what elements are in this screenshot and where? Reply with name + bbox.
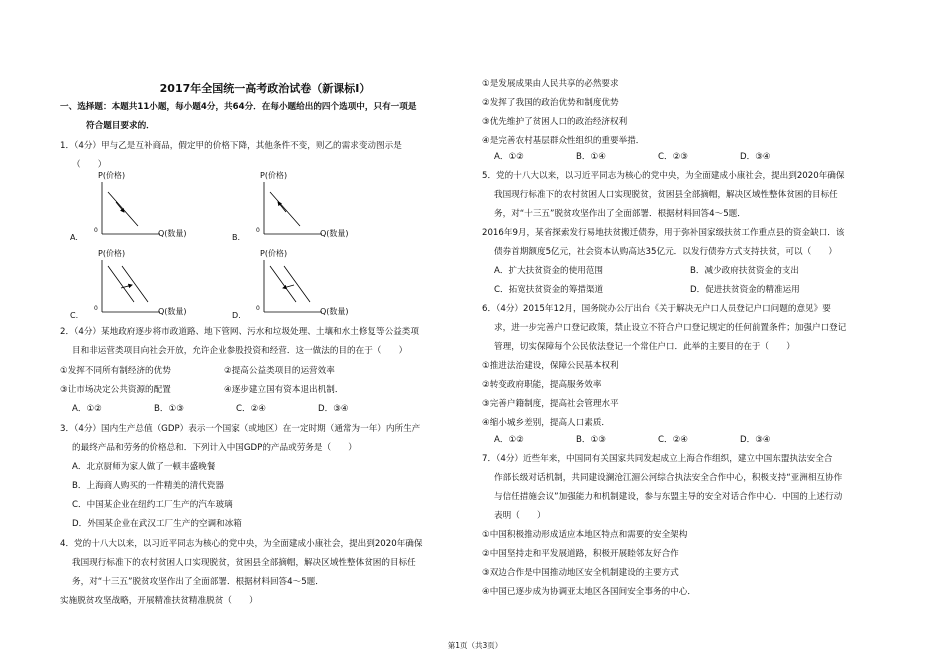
page-title: 2017年全国统一高考政治试卷（新课标Ⅰ）	[159, 82, 371, 95]
choice-c[interactable]: C．②④	[236, 404, 267, 414]
q2-option-2: ②提高公益类项目的运营效率	[224, 366, 335, 376]
q6-option-2: ②转变政府职能，提高服务效率	[482, 380, 602, 390]
graph-origin: 0	[94, 227, 98, 234]
choice-a[interactable]: A．①②	[72, 404, 102, 414]
q4-stem: 4．党的十八大以来，以习近平同志为核心的党中央，为全面建成小康社会，提出到2020年确保	[60, 539, 423, 549]
q4-option-1: ①是发展成果由人民共享的必然要求	[482, 79, 619, 89]
shift-arrow	[278, 202, 286, 212]
q3-option-d[interactable]: D．外国某企业在武汉工厂生产的空调和冰箱	[72, 519, 242, 529]
q6-option-4: ④缩小城乡差别，提高人口素质．	[482, 418, 611, 428]
graph-ylabel: P(价格)	[98, 171, 126, 180]
graph-ylabel: P(价格)	[260, 249, 288, 258]
q7-option-4: ④中国已逐步成为协调亚太地区各国间安全事务的中心．	[482, 587, 696, 597]
q6-stem-cont2: 管理，切实保障每个公民依法登记一个常住户口．此举的主要目的在于（ ）	[494, 342, 795, 352]
graph-letter: B.	[232, 233, 241, 242]
q7-stem: 7．（4分）近些年来，中国同有关国家共同发起成立上海合作组织，建立中国东盟执法安全合	[482, 454, 833, 464]
graph-origin: 0	[256, 305, 260, 312]
demand-curve-1	[270, 266, 296, 302]
choice-a[interactable]: A．①②	[494, 435, 524, 445]
q5-option-b[interactable]: B．减少政府扶贫资金的支出	[690, 266, 800, 276]
choice-c[interactable]: C．②③	[658, 152, 689, 162]
q7-option-3: ③双边合作是中国推动地区安全机制建设的主要方式	[482, 568, 679, 578]
q4-option-3: ③优先维护了贫困人口的政治经济权利	[482, 117, 628, 127]
q7-stem-cont3: 表明（ ）	[494, 511, 546, 521]
q2-stem-cont: 目和非运营类项目向社会开放，允许企业参股投资和经营．这一做法的目的在于（ ）	[72, 346, 408, 356]
q4-option-2: ②发挥了我国的政治优势和制度优势	[482, 98, 619, 108]
choice-d[interactable]: D．③④	[740, 435, 771, 445]
q7-stem-cont2: 与信任措施会议”加强能力和机制建设，参与东盟主导的安全对话合作中心．中国的上述行动	[494, 492, 843, 502]
q6-stem-cont: 求，进一步完善户口登记政策，禁止设立不符合户口登记规定的任何前置条件；加强户口登记	[494, 323, 847, 333]
q2-option-3: ③让市场决定公共资源的配置	[60, 385, 171, 395]
q2-choices	[72, 405, 400, 414]
q4-option-4: ④是完善农村基层群众性组织的重要举措．	[482, 136, 645, 146]
q2-option-4: ④逐步建立国有资本退出机制．	[224, 385, 344, 395]
choice-c[interactable]: C．②④	[658, 435, 689, 445]
q5-material-cont: 债券首期额度5亿元，社会资本认购高达35亿元．以发行债券方式支持扶贫，可以（ ）	[494, 247, 837, 257]
choice-d[interactable]: D．③④	[740, 152, 771, 162]
q5-stem: 5．党的十八大以来，以习近平同志为核心的党中央，为全面建成小康社会，提出到2020年确保	[482, 171, 845, 181]
demand-curve-2	[122, 266, 148, 302]
q7-stem-cont: 作部长级对话机制，共同建设澜沧江湄公河综合执法安全合作中心，积极支持“亚洲相互协作	[494, 473, 843, 483]
q5-material: 2016年9月，某省探索发行易地扶贫搬迁债券，用于弥补国家级扶贫工作重点县的资金缺口．该	[482, 228, 845, 238]
demand-curve-1	[108, 266, 134, 302]
q1-graph-b	[232, 172, 352, 242]
q3-option-c[interactable]: C．中国某企业在纽约工厂生产的汽车玻璃	[72, 500, 233, 510]
section-heading: 一、选择题：本题共11小题，每小题4分，共64分．在每小题给出的四个选项中，只有一项是	[60, 102, 417, 112]
q3-stem: 3．（4分）国内生产总值（GDP）表示一个国家（或地区）在一定时期（通常为一年）内所生产	[60, 424, 421, 434]
choice-b[interactable]: B．①④	[576, 152, 606, 162]
q6-option-3: ③完善户籍制度，提高社会管理水平	[482, 399, 619, 409]
demand-curve	[108, 192, 138, 226]
q5-option-a[interactable]: A．扩大扶贫资金的使用范围	[494, 266, 604, 276]
shift-arrow	[116, 202, 124, 212]
graph-origin: 0	[94, 305, 98, 312]
q3-option-b[interactable]: B．上海商人购买的一件精美的清代瓷器	[72, 481, 224, 491]
q4-choices	[494, 153, 822, 162]
q4-stem-cont2: 务，对“十三五”脱贫攻坚作出了全面部署．根据材料回答4～5题．	[72, 577, 324, 587]
graph-xlabel: Q(数量)	[158, 307, 187, 316]
graph-letter: C.	[70, 311, 79, 320]
graph-letter: A.	[70, 233, 78, 242]
section-heading-cont: 符合题目要求的．	[86, 121, 155, 131]
q5-stem-cont2: 务，对“十三五”脱贫攻坚作出了全面部署．根据材料回答4～5题．	[494, 209, 746, 219]
q1-graph-a	[70, 172, 190, 242]
q5-option-c[interactable]: C．拓宽扶贫资金的筹措渠道	[494, 285, 604, 295]
q6-option-1: ①推进法治建设，保障公民基本权利	[482, 361, 619, 371]
choice-a[interactable]: A．①②	[494, 152, 524, 162]
q2-option-1: ①发挥不同所有制经济的优势	[60, 366, 171, 376]
graph-xlabel: Q(数量)	[158, 229, 187, 238]
q4-question: 实施脱贫攻坚战略，开展精准扶贫精准脱贫（ ）	[60, 596, 258, 606]
q4-stem-cont: 我国现行标准下的农村贫困人口实现脱贫，贫困县全部摘帽，解决区域性整体贫困的目标任	[72, 558, 416, 568]
page-footer: 第1页（共3页）	[447, 641, 503, 650]
q6-choices	[494, 436, 822, 445]
q5-stem-cont: 我国现行标准下的农村贫困人口实现脱贫，贫困县全部摘帽，解决区域性整体贫困的目标任	[494, 190, 838, 200]
q1-stem-cont: （ ）	[72, 160, 107, 170]
graph-ylabel: P(价格)	[260, 171, 288, 180]
choice-d[interactable]: D．③④	[318, 404, 349, 414]
graph-xlabel: Q(数量)	[320, 229, 349, 238]
demand-curve-2	[284, 266, 310, 302]
q7-option-2: ②中国坚持走和平发展道路，积极开展睦邻友好合作	[482, 549, 679, 559]
q1-graph-d	[232, 250, 352, 320]
choice-b[interactable]: B．①③	[154, 404, 184, 414]
q3-stem-cont: 的最终产品和劳务的价格总和．下列计入中国GDP的产品或劳务是（ ）	[72, 443, 357, 453]
graph-origin: 0	[256, 227, 260, 234]
demand-curve	[270, 192, 300, 226]
q2-stem: 2．（4分）某地政府逐步将市政道路、地下管网、污水和垃圾处理、土壤和水土修复等公益类项	[60, 327, 419, 337]
choice-b[interactable]: B．①③	[576, 435, 606, 445]
q5-option-d[interactable]: D．促进扶贫资金的精准运用	[690, 285, 800, 295]
graph-xlabel: Q(数量)	[320, 307, 349, 316]
q6-stem: 6．（4分）2015年12月，国务院办公厅出台《关于解决无户口人员登记户口问题的意见》要	[482, 304, 831, 314]
q1-graph-c	[70, 250, 190, 320]
graph-ylabel: P(价格)	[98, 249, 126, 258]
q1-stem: 1．（4分）甲与乙是互补商品，假定甲的价格下降，其他条件不变，则乙的需求变动图示是	[60, 141, 402, 151]
q3-option-a[interactable]: A．北京厨师为家人做了一顿丰盛晚餐	[72, 462, 216, 472]
q7-option-1: ①中国积极推动形成适应本地区特点和需要的安全架构	[482, 530, 688, 540]
graph-letter: D.	[232, 311, 241, 320]
